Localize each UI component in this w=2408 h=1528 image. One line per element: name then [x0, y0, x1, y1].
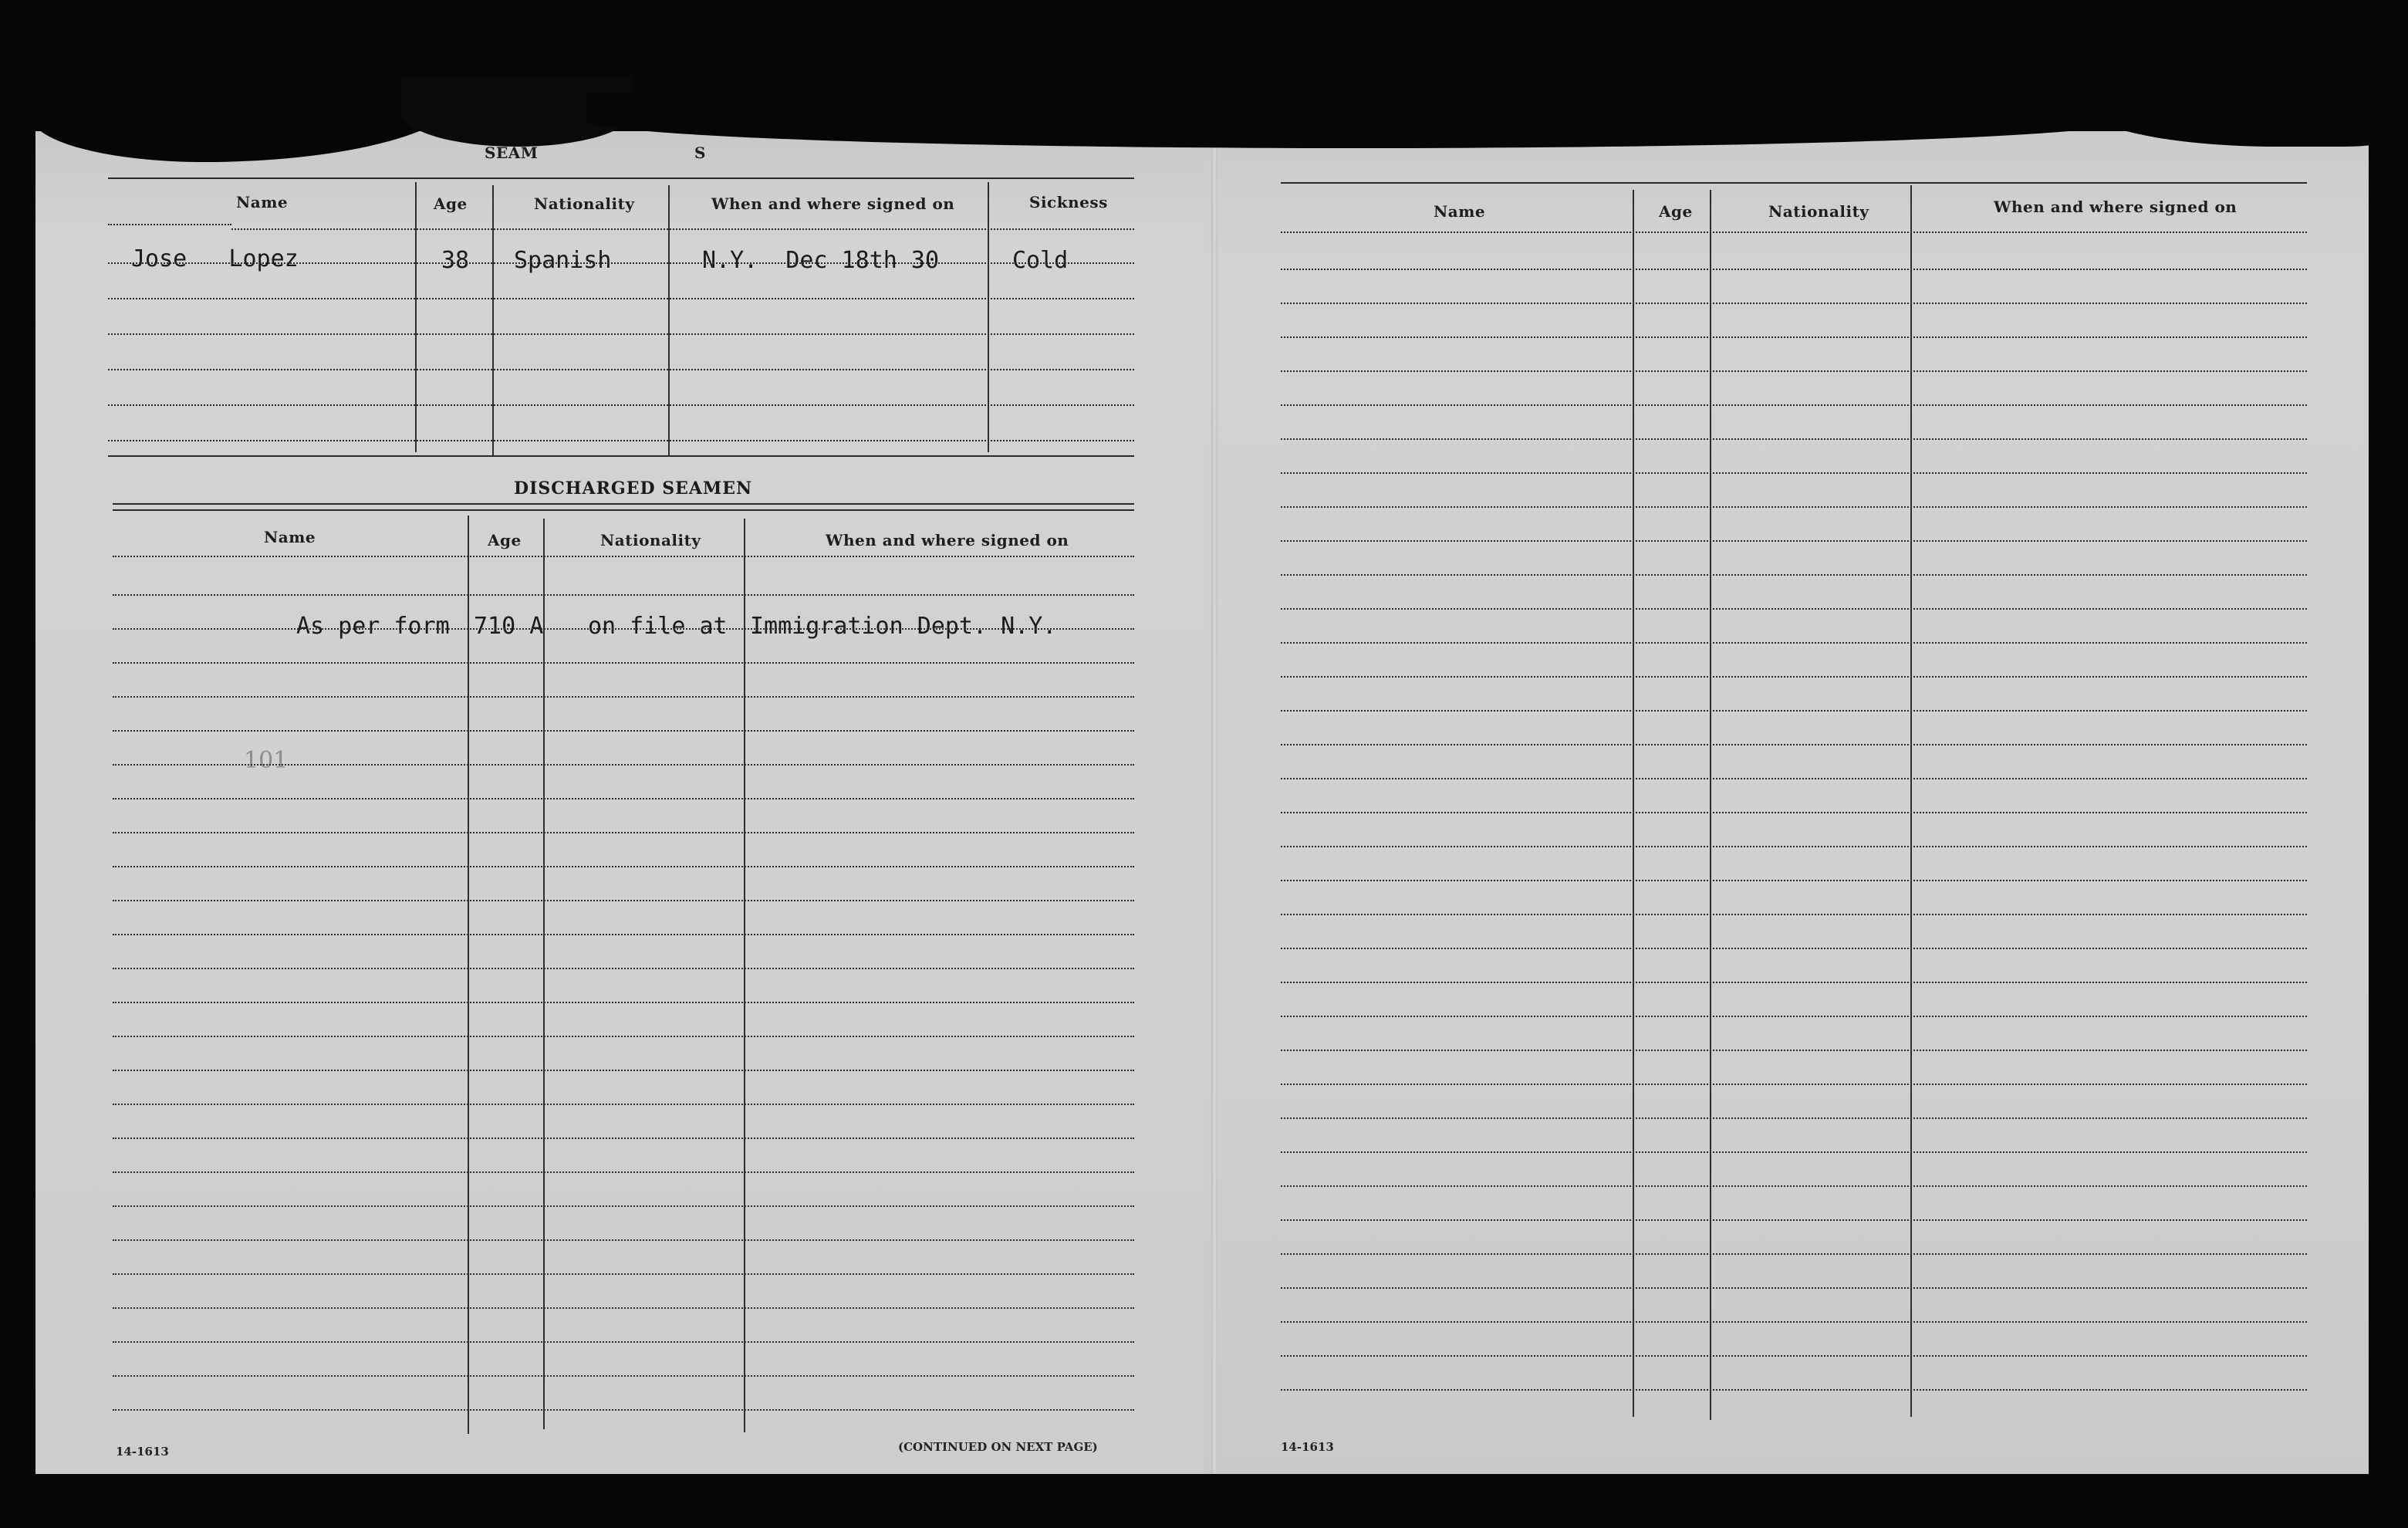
- right-col-name: Name: [1434, 202, 1486, 221]
- seamen-row-age: 38: [441, 247, 470, 274]
- discharged-row-line: [113, 1341, 1134, 1343]
- discharged-row-line: [113, 1002, 1134, 1003]
- discharged-row-line: [113, 900, 1134, 901]
- seamen-col-signed-on: When and where signed on: [711, 194, 955, 213]
- right-row-line: [1281, 1083, 2307, 1085]
- right-col-signed-on: When and where signed on: [1994, 198, 2237, 216]
- right-column-divider: [1633, 190, 1634, 1417]
- discharged-col-name: Name: [264, 528, 316, 546]
- seamen-row-sickness: Cold: [1012, 247, 1069, 274]
- discharged-row-line: [113, 1307, 1134, 1309]
- discharged-row-line: [113, 1375, 1134, 1377]
- right-row-line: [1281, 1389, 2307, 1391]
- right-row-line: [1281, 269, 2307, 270]
- right-col-age: Age: [1659, 202, 1693, 221]
- discharged-col-signed-on: When and where signed on: [826, 531, 1069, 549]
- seamen-top-rule: [108, 177, 1134, 179]
- right-row-line: [1281, 778, 2307, 779]
- right-row-line: [1281, 540, 2307, 542]
- discharged-row-line: [113, 1205, 1134, 1207]
- right-row-line: [1281, 982, 2307, 983]
- discharged-note-name: As per form: [296, 613, 450, 640]
- right-row-line: [1281, 1287, 2307, 1289]
- right-page: [1204, 131, 2369, 1474]
- discharged-col-age: Age: [488, 531, 522, 549]
- discharged-row-line: [113, 1171, 1134, 1173]
- seamen-name-underline: [108, 224, 231, 225]
- seamen-col-name: Name: [236, 193, 289, 211]
- discharged-row-line: [113, 628, 1134, 630]
- right-row-line: [1281, 574, 2307, 576]
- right-row-line: [1281, 1321, 2307, 1323]
- right-row-line: [1281, 438, 2307, 440]
- seamen-table-title: SEAM: [485, 144, 539, 162]
- seamen-row-line: [108, 262, 1134, 264]
- discharged-row-line: [113, 1104, 1134, 1105]
- discharged-row-line: [113, 730, 1134, 732]
- form-number-left: 14-1613: [116, 1445, 169, 1459]
- torn-edge-middle: [586, 93, 2129, 148]
- seamen-row-line: [108, 404, 1134, 406]
- discharged-row-line: [113, 1239, 1134, 1241]
- right-row-line: [1281, 948, 2307, 949]
- pencil-mark: 101: [244, 747, 289, 774]
- right-row-line: [1281, 676, 2307, 678]
- right-row-line: [1281, 1151, 2307, 1153]
- seamen-header-rule: [231, 228, 1134, 230]
- right-row-line: [1281, 812, 2307, 813]
- right-row-line: [1281, 472, 2307, 474]
- seamen-row-line: [108, 440, 1134, 441]
- right-header-rule: [1281, 232, 2307, 233]
- discharged-note-age: 710 A: [474, 613, 544, 640]
- right-row-line: [1281, 608, 2307, 610]
- right-column-divider: [1910, 185, 1912, 1417]
- discharged-column-divider: [543, 519, 545, 1429]
- discharged-row-line: [113, 1070, 1134, 1071]
- seamen-col-sickness: Sickness: [1029, 193, 1108, 211]
- form-number-right: 14-1613: [1281, 1440, 1334, 1454]
- seamen-row-name: Jose Lopez: [131, 245, 299, 272]
- right-top-rule: [1281, 182, 2307, 184]
- right-row-line: [1281, 336, 2307, 338]
- seamen-column-divider: [668, 185, 670, 457]
- discharged-header-rule: [113, 556, 1134, 557]
- seamen-column-divider: [492, 185, 494, 455]
- discharged-row-line: [113, 594, 1134, 596]
- discharged-col-nationality: Nationality: [600, 531, 701, 549]
- right-row-line: [1281, 914, 2307, 915]
- right-col-nationality: Nationality: [1768, 202, 1869, 221]
- discharged-column-divider: [744, 519, 745, 1432]
- right-row-line: [1281, 1016, 2307, 1017]
- discharged-note-nationality: on file at: [588, 613, 728, 640]
- center-fold: [1211, 116, 1218, 1474]
- right-row-line: [1281, 506, 2307, 508]
- discharged-row-line: [113, 1409, 1134, 1411]
- right-row-line: [1281, 710, 2307, 712]
- discharged-row-line: [113, 764, 1134, 766]
- discharged-row-line: [113, 662, 1134, 664]
- right-row-line: [1281, 1050, 2307, 1051]
- seamen-row-line: [108, 369, 1134, 370]
- seamen-column-divider: [988, 182, 989, 452]
- seamen-table-title-fragment: S: [694, 144, 706, 162]
- right-row-line: [1281, 880, 2307, 881]
- seamen-column-divider: [415, 182, 417, 452]
- discharged-row-line: [113, 934, 1134, 935]
- right-row-line: [1281, 1117, 2307, 1119]
- right-row-line: [1281, 1185, 2307, 1187]
- discharged-row-line: [113, 1036, 1134, 1037]
- discharged-row-line: [113, 832, 1134, 833]
- seamen-row-signed-on: N.Y. Dec 18th 30: [702, 247, 940, 274]
- right-row-line: [1281, 1219, 2307, 1221]
- discharged-row-line: [113, 968, 1134, 969]
- seamen-col-nationality: Nationality: [534, 194, 635, 213]
- right-column-divider: [1710, 190, 1711, 1420]
- right-row-line: [1281, 642, 2307, 644]
- left-page: [35, 131, 1231, 1474]
- right-row-line: [1281, 744, 2307, 745]
- seamen-col-age: Age: [434, 194, 468, 213]
- right-row-line: [1281, 1253, 2307, 1255]
- discharged-table-title: DISCHARGED SEAMEN: [514, 478, 753, 499]
- discharged-top-rule-2: [113, 509, 1134, 511]
- discharged-column-divider: [468, 516, 469, 1434]
- right-row-line: [1281, 1355, 2307, 1357]
- right-row-line: [1281, 404, 2307, 406]
- seamen-bottom-rule: [108, 455, 1134, 457]
- discharged-row-line: [113, 696, 1134, 698]
- seamen-row-line: [108, 333, 1134, 335]
- discharged-row-line: [113, 1273, 1134, 1275]
- right-row-line: [1281, 846, 2307, 847]
- discharged-row-line: [113, 1138, 1134, 1139]
- seamen-row-nationality: Spanish: [514, 247, 612, 274]
- discharged-note-signed-on: Immigration Dept. N.Y.: [750, 613, 1057, 640]
- seamen-row-line: [108, 298, 1134, 299]
- discharged-row-line: [113, 866, 1134, 867]
- discharged-top-rule: [113, 503, 1134, 505]
- right-row-line: [1281, 370, 2307, 372]
- discharged-row-line: [113, 798, 1134, 799]
- continued-note: (CONTINUED ON NEXT PAGE): [898, 1440, 1098, 1454]
- right-row-line: [1281, 303, 2307, 304]
